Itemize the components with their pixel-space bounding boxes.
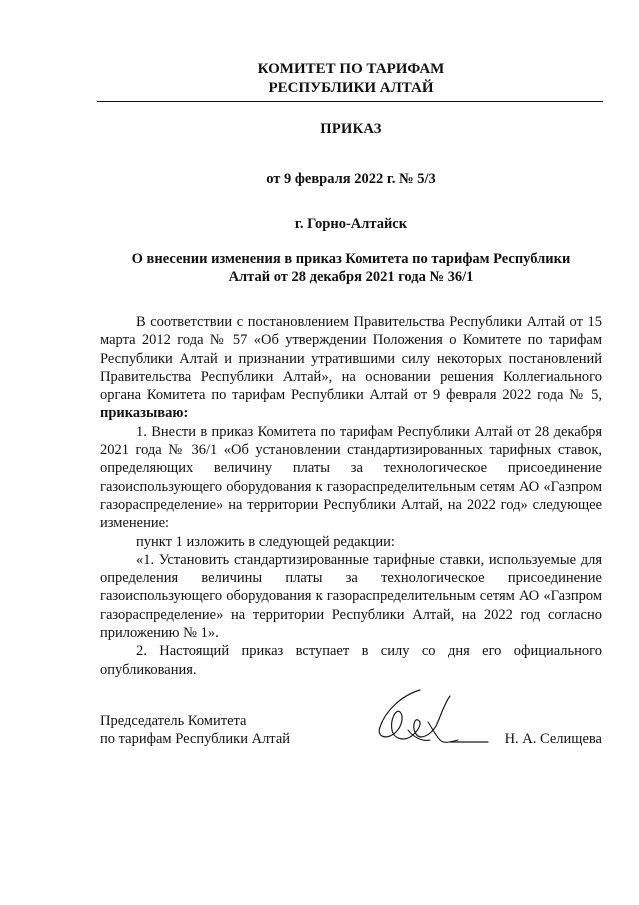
- signer-name: Н. А. Селищева: [504, 731, 602, 747]
- org-line-2: РЕСПУБЛИКИ АЛТАЙ: [268, 80, 434, 96]
- preamble-bold: приказываю:: [100, 405, 189, 422]
- signer-position-line-1: Председатель Комитета: [100, 713, 247, 729]
- item-1-quote-paragraph: «1. Установить стандартизированные тарифные ставки, используемые для определения величины платы за технологическое присоединение газоиспользующего оборудования к газораспределительным сетям АО «Газпром газораспределение» на территории Республики Алтай, на 2022 год согласно приложению № 1».: [100, 551, 602, 642]
- item-1-sub-paragraph: пункт 1 изложить в следующей редакции:: [136, 533, 395, 550]
- document-title: ПРИКАЗ: [320, 121, 382, 137]
- item-1-paragraph: 1. Внести в приказ Комитета по тарифам Республики Алтай от 28 декабря 2021 года № 36/1 «Об установлении стандартизированных тарифных ставок, определяющих величину платы за технологическое присоединение газоиспользующего оборудования к газораспределительным сетям АО «Газпром газораспределение» на территории Республики Алтай, на 2022 год» следующее изменение:: [100, 423, 602, 532]
- signature-block: [100, 712, 602, 772]
- order-city: г. Горно-Алтайск: [294, 216, 408, 232]
- order-subject: [100, 250, 602, 286]
- document-body: [100, 313, 602, 679]
- org-line-1: КОМИТЕТ ПО ТАРИФАМ: [257, 61, 445, 77]
- item-2-paragraph: 2. Настоящий приказ вступает в силу со дня его официального опубликования.: [100, 643, 602, 678]
- signer-position-line-2: по тарифам Республики Алтай: [100, 731, 291, 747]
- order-date-number: от 9 февраля 2022 г. № 5/3: [266, 171, 436, 187]
- header-divider: [97, 101, 603, 102]
- preamble-text: В соответствии с постановлением Правительства Республики Алтай от 15 марта 2012 года № 57 «Об утверждении Положения о Комитете по тарифам Республики Алтай и признании утратившими силу некоторых постановлений Правительства Республики Алтай», на основании решения Коллегиального органа Комитета по тарифам Республики Алтай от 9 февраля 2022 года № 5,: [100, 314, 602, 404]
- organization-name: [100, 60, 602, 98]
- signer-position: [100, 712, 290, 748]
- preamble-paragraph: [100, 313, 602, 423]
- subject-line-1: О внесении изменения в приказ Комитета по тарифам Республики: [131, 251, 571, 267]
- subject-line-2: Алтай от 28 декабря 2021 года № 36/1: [228, 269, 474, 285]
- handwritten-signature: [340, 682, 490, 762]
